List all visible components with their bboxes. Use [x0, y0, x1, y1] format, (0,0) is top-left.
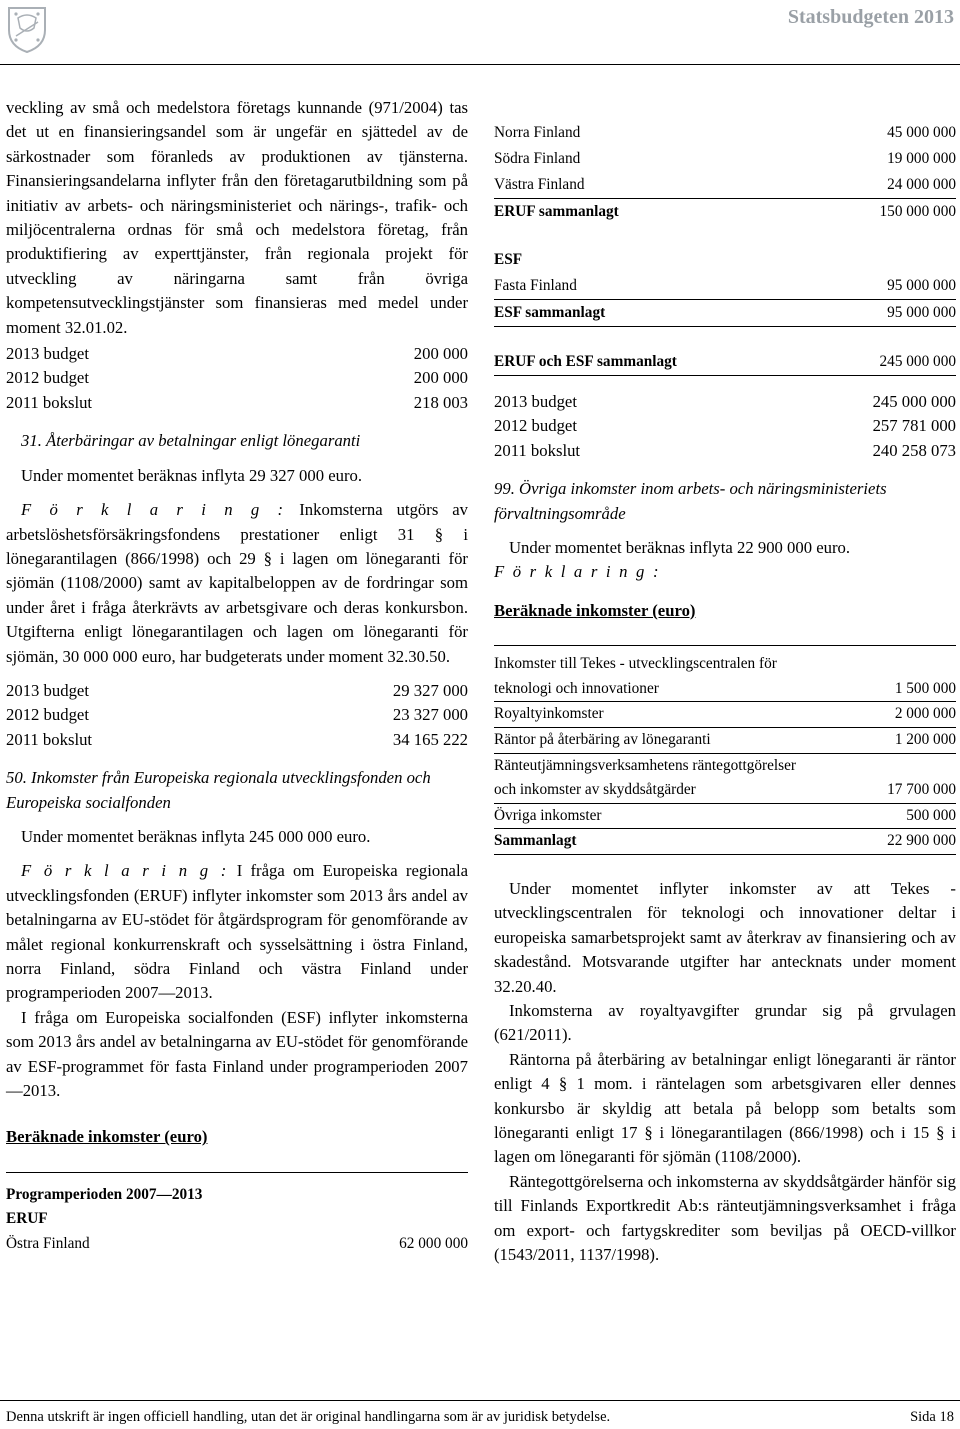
row-label: teknologi och innovationer: [494, 679, 659, 697]
budget-value: 34 165 222: [392, 729, 468, 749]
budget-table: [6, 342, 468, 415]
row-label: Inkomster till Tekes - utvecklingscentralen för: [494, 655, 777, 673]
section-title: 50. Inkomster från Europeiska regionala utvecklingsfonden och Europeiska socialfonden: [6, 768, 431, 812]
table-row: [494, 778, 956, 804]
budget-value: 29 327 000: [392, 680, 468, 700]
explanation-text: Inkomsterna utgörs av arbetslöshetsförsäkringsfondens prestationer enligt 31 § i lönegarantilagen (866/1998) och 29 § i lagen om lönegaranti för sjömän (1108/2000) samt av kapitalbeloppen av de fordringar som under året i fråga återkrävts av arbetsgivare och deras konkursbon. Utgifterna enligt lönegarantilagen och lagen om lönegaranti för sjömän, 30 000 000 euro, har budgeterats under moment 32.30.50.: [6, 500, 468, 666]
table-row: [494, 728, 956, 754]
section-summary: Under momentet beräknas inflyta 245 000 000 euro.: [21, 826, 371, 846]
row-value: 1 500 000: [894, 679, 956, 697]
budget-row: [6, 391, 468, 415]
document-title: Statsbudgeten 2013: [787, 6, 954, 28]
total-row: [494, 199, 956, 225]
row-value: 150 000 000: [879, 203, 956, 220]
row-value: 19 000 000: [887, 150, 956, 167]
row-value: 17 700 000: [887, 781, 956, 799]
table-row: [494, 804, 956, 830]
row-label: Södra Finland: [494, 150, 581, 167]
budget-label: 2012 budget: [6, 368, 89, 388]
row-value: 95 000 000: [887, 304, 956, 321]
budget-table: [6, 679, 468, 752]
row-label: Västra Finland: [494, 176, 585, 193]
row-label: Royaltyinkomster: [494, 705, 604, 723]
paragraph: veckling av små och medelstora företags kunnande (971/2004) tas det ut en finansieringsandel som är ungefär en sjättedel av de särkostnader som föranleds av produktionen av tjänsterna. Finansieringsandelarna inflyter från den företagarutbildning som på initiativ av arbets- och näringsministeriet och närings-, trafik- och miljöcentralerna ordnas för små och medelstora företag, från produktifiering av experttjänster, från regionala projekt för utveckling av näringarna samt från övriga kompetensutvecklingstjänster som finansieras med medel under moment 32.01.02.: [6, 98, 468, 337]
eruf-label: ERUF: [6, 1210, 48, 1228]
budget-label: 2011 bokslut: [494, 440, 581, 460]
program-heading: Programperioden 2007—2013: [6, 1185, 203, 1203]
row-value: 500 000: [906, 806, 956, 824]
paragraph: Under momentet inflyter inkomster av att Tekes - utvecklingscentralen för teknologi och innovationer deltar i europeiska samarbetsprojekt samt av återkrav av finansiering och av skadestånd. Motsvarande utgifter har antecknats under moment 32.20.40.: [494, 879, 956, 996]
total-row: [494, 300, 956, 327]
row-label: Övriga inkomster: [494, 806, 602, 824]
table-row: [494, 120, 956, 146]
budget-value: 23 327 000: [392, 705, 468, 725]
paragraph: Räntegottgörelserna och inkomsterna av skyddsåtgärder hänför sig till Finlands Exportkredit Ab:s ränteutjämningsverksamhet i fråga om export- och fartygskrediter som beviljas på OECD-villkor (1543/2011, 1137/1998).: [494, 1171, 956, 1265]
section-title: 31. Återbäringar av betalningar enligt lönegaranti: [21, 431, 361, 451]
paragraph: Räntorna på återbäring av betalningar enligt lönegaranti är räntor enligt 4 § 1 mom. i räntelagen som arbetsgivaren eller dennes konkursbo är skyldig att betala på belopp som betalts som lönegaranti enligt 17 § i lönegarantilagen (866/1998) och i 15 § i lagen om lönegaranti för sjömän (1108/2000).: [494, 1049, 956, 1167]
header-divider: [0, 64, 960, 65]
row-label: ESF sammanlagt: [494, 304, 606, 321]
left-column: [6, 96, 468, 1257]
explanation-label: F ö r k l a r i n g :: [494, 562, 661, 582]
budget-value: 245 000 000: [872, 392, 956, 411]
paragraph: I fråga om Europeiska socialfonden (ESF) inflyter inkomsterna som 2013 års andel av betalningarna av EU-stödet för genomförande av ESF-programmet för fasta Finland under programperioden 2007—2013.: [6, 1007, 468, 1101]
row-label: Östra Finland: [6, 1235, 90, 1253]
eruf-table: [494, 120, 956, 225]
row-label: Norra Finland: [494, 124, 581, 141]
row-value: 2 000 000: [894, 705, 956, 723]
row-label: Sammanlagt: [494, 832, 577, 850]
budget-label: 2013 budget: [6, 344, 89, 364]
budget-row: [494, 439, 956, 463]
income-table: [494, 645, 956, 855]
row-value: 95 000 000: [887, 277, 956, 294]
total-row: [494, 829, 956, 855]
table-row: [494, 677, 956, 703]
budget-row: [6, 679, 468, 703]
row-label: Räntor på återbäring av lönegaranti: [494, 731, 711, 749]
budget-table: [494, 390, 956, 463]
estimated-income-heading: Beräknade inkomster (euro): [6, 1127, 208, 1147]
page-number: Sida 18: [910, 1409, 954, 1425]
row-value: 45 000 000: [887, 124, 956, 141]
row-value: 24 000 000: [887, 176, 956, 193]
footer-divider: [0, 1400, 960, 1401]
budget-value: 200 000: [413, 368, 468, 388]
budget-label: 2011 bokslut: [6, 729, 93, 749]
program-table: [6, 1172, 468, 1257]
budget-label: 2012 budget: [6, 705, 89, 725]
paragraph: Inkomsterna av royaltyavgifter grundar sig på grvulagen (621/2011).: [494, 1001, 956, 1045]
budget-value: 200 000: [413, 344, 468, 364]
table-row: [494, 146, 956, 172]
right-column: [494, 120, 956, 1268]
table-row: [494, 172, 956, 199]
coat-of-arms-icon: [6, 4, 48, 54]
budget-row: [494, 390, 956, 414]
budget-value: 257 781 000: [872, 416, 956, 436]
explanation-label: F ö r k l a r i n g :: [21, 500, 286, 520]
budget-label: 2011 bokslut: [6, 392, 93, 412]
explanation-paragraph: [6, 498, 468, 669]
row-label: ERUF sammanlagt: [494, 203, 619, 220]
esf-table: [494, 247, 956, 376]
explanation-text: I fråga om Europeiska regionala utvecklingsfonden (ERUF) inflyter inkomster som 2013 års andel av betalningarna av EU-stödet för åtgärdsprogram för genomförande av målet regional konkurrenskraft och sysselsättning i östra Finland, norra Finland, södra Finland och västra Finland under programperioden 2007—2013.: [6, 861, 468, 1003]
row-value: 22 900 000: [887, 832, 956, 850]
budget-row: [6, 728, 468, 752]
budget-value: 240 258 073: [872, 440, 956, 460]
section-summary: Under momentet beräknas inflyta 29 327 000 euro.: [21, 465, 363, 485]
budget-label: 2012 budget: [494, 416, 577, 436]
explanation-label: F ö r k l a r i n g :: [21, 861, 229, 881]
row-value: 1 200 000: [894, 731, 956, 749]
budget-row: [6, 366, 468, 390]
esf-label: ESF: [494, 251, 523, 268]
row-label: och inkomster av skyddsåtgärder: [494, 781, 696, 799]
row-value: 245 000 000: [879, 353, 956, 370]
row-label: Fasta Finland: [494, 277, 577, 294]
budget-row: [6, 703, 468, 727]
section-summary: Under momentet beräknas inflyta 22 900 000 euro.: [509, 538, 851, 558]
row-value: 62 000 000: [399, 1235, 468, 1253]
footer-disclaimer: Denna utskrift är ingen officiell handling, utan det är original handlingarna som är av juridisk betydelse.: [6, 1409, 611, 1425]
grand-total-row: [494, 349, 956, 376]
table-row: [494, 702, 956, 728]
row-label: ERUF och ESF sammanlagt: [494, 353, 677, 370]
section-title: 99. Övriga inkomster inom arbets- och näringsministeriets förvaltningsområde: [494, 479, 887, 523]
row-label: Ränteutjämningsverksamhetens räntegottgörelser: [494, 756, 797, 774]
budget-label: 2013 budget: [494, 392, 577, 411]
table-row: [6, 1232, 468, 1257]
explanation-paragraph: [6, 859, 468, 1005]
estimated-income-heading: Beräknade inkomster (euro): [494, 600, 696, 620]
budget-value: 218 003: [413, 392, 468, 412]
table-row: [494, 273, 956, 300]
budget-row: [6, 342, 468, 366]
budget-row: [494, 414, 956, 438]
budget-label: 2013 budget: [6, 680, 89, 700]
